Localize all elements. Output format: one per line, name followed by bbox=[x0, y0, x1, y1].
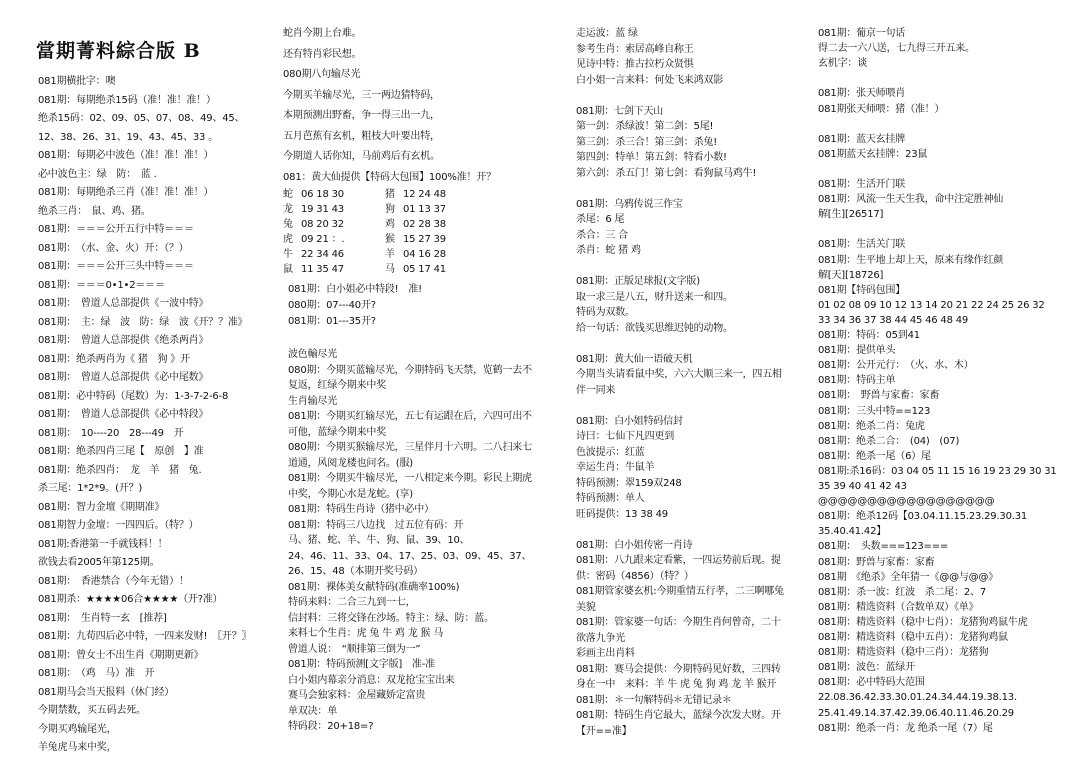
text-line: 080期：07---40开? bbox=[288, 300, 376, 311]
text-line: 狗 bbox=[385, 204, 395, 215]
text-line: 彩画主出肖料 bbox=[576, 648, 635, 659]
text-line: 02 28 38 bbox=[403, 219, 446, 230]
text-line: 081期：精选资料（合数单双）《单》 bbox=[818, 601, 979, 613]
text-line: 猴 bbox=[385, 234, 395, 245]
text-line: 蛇肖今期上台难。 bbox=[283, 28, 362, 39]
text-line: 24、46、11、33、04、17、25、03、09、45、37、 bbox=[288, 550, 532, 562]
text-line: 081期：提供单头 bbox=[818, 345, 896, 357]
text-line: 04 16 28 bbox=[403, 249, 446, 260]
text-line: 081期：乌鸦传说三作宝 bbox=[576, 198, 683, 210]
text-line: 08 20 32 bbox=[301, 219, 344, 230]
text-line: 今期当头请看鼠中奖，六六大顺三来一，四五相 bbox=[576, 369, 782, 380]
text-line: 单双决：单 bbox=[288, 705, 337, 717]
text-line: 特码来料：二合三九到一七， bbox=[288, 597, 416, 608]
text-line: 081期： 10----20 28---49 开 bbox=[38, 427, 184, 439]
text-line: 特码为双数。 bbox=[576, 307, 635, 318]
text-line: 可他，蓝绿今期来中奖 bbox=[288, 426, 386, 438]
text-line: 081期：白小姐特码信封 bbox=[576, 415, 683, 427]
text-line: 05 17 41 bbox=[403, 264, 446, 275]
text-line: 【开==准】 bbox=[576, 725, 632, 737]
text-line: 081期：白小姐传密一肖诗 bbox=[576, 539, 693, 551]
page-title: 當期菁料綜合版 B bbox=[36, 40, 201, 62]
text-line: 走运波：蓝 绿 bbox=[576, 28, 638, 39]
text-line: 081期：绝杀一肖：龙 绝杀一尾（7）尾 bbox=[818, 722, 993, 734]
text-line: 羊 bbox=[385, 249, 395, 260]
text-line: 五月芭蕉有玄机，粗枝大叶要出特， bbox=[283, 130, 440, 142]
text-line: 081期：三头中特==123 bbox=[818, 405, 931, 417]
text-line: 鸡 bbox=[385, 219, 395, 230]
text-line: 取一求三是八五，财升送来一和四。 bbox=[576, 291, 733, 303]
text-line: 兔 bbox=[283, 219, 293, 230]
text-line: 本期预测出野畜，争一得三出一九， bbox=[283, 110, 440, 121]
text-line: 081期：每期必中波色（准！准！准！） bbox=[38, 150, 214, 161]
text-line: 081期【特码包围】 bbox=[818, 284, 906, 296]
text-line: 081期：智力金壇《期期准》 bbox=[38, 501, 165, 513]
text-line: 081期：公开元行： （火、水、木） bbox=[818, 360, 974, 372]
text-line: 龙 bbox=[283, 204, 293, 215]
text-line: 081期： （水、金、火）开：（？） bbox=[38, 242, 189, 254]
text-line: 猪 bbox=[385, 189, 395, 200]
text-line: 081期：绝杀二肖：兔虎 bbox=[818, 420, 925, 432]
text-line: 虎 bbox=[283, 234, 293, 245]
text-line: 蛇 bbox=[283, 189, 293, 200]
text-line: 羊兔虎马来中奖， bbox=[38, 742, 117, 753]
text-line: 波色輸尽光 bbox=[288, 349, 337, 360]
text-line: 081期：葡京一句话 bbox=[818, 28, 906, 39]
text-line: 081期： 曾道人总部提供《一波中特》 bbox=[38, 298, 209, 309]
text-line: 081期：绝杀两肖为《 猪 狗 》开 bbox=[38, 353, 190, 365]
text-line: 081期杀：★★★★06合★★★★（开?准） bbox=[38, 594, 223, 605]
text-line: 35 39 40 41 42 43 bbox=[818, 481, 907, 492]
text-line: 081期：杀一波：红波 杀二尾：2、7 bbox=[818, 586, 987, 598]
text-line: 杀尾：6 尾 bbox=[576, 214, 625, 225]
text-line: 081期：今期买红输尽光，五七有运跟在后，六四可出不 bbox=[288, 411, 532, 422]
text-line: 玄机字：谈 bbox=[818, 58, 867, 70]
text-line: 伴一同来 bbox=[576, 384, 616, 396]
text-line: 081期： 香港禁合（今年无错）！ bbox=[38, 575, 189, 587]
text-line: 081期：特码预测[文字版] 准-准 bbox=[288, 659, 435, 670]
text-line: 081期张天师喂：猪（准！） bbox=[818, 103, 945, 115]
text-line: 11 35 47 bbox=[301, 264, 344, 275]
text-line: 081期：特码生肖它最大，蓝绿今次发大财。开 bbox=[576, 710, 781, 721]
text-line: 081期：＝＝＝公开三头中特＝＝＝ bbox=[38, 261, 194, 272]
text-line: 今期买羊输尽光，三一两边猜特码， bbox=[283, 89, 440, 101]
text-line: 081期：今期买牛输尽光，一八相定来今期。彩民上期虎 bbox=[288, 473, 532, 484]
text-line: 生肖输尽光 bbox=[288, 395, 337, 407]
text-line: 081期：01---35开? bbox=[288, 316, 376, 327]
text-line: 081期：蓝天玄挂牌 bbox=[818, 133, 906, 145]
text-line: 081期：特码：05到41 bbox=[818, 330, 920, 341]
text-line: 第一剑：杀绿波！第二剑：5尾! bbox=[576, 121, 714, 132]
text-line: 道通，风阅龙楼也问名。(服) bbox=[288, 457, 414, 469]
text-line: 081期：黄大仙一语破天机 bbox=[576, 353, 693, 365]
text-line: 081期管家婆玄机:今期重情五行孝，二三啊哪兔 bbox=[576, 586, 784, 597]
text-line: 还有特肖彩民想。 bbox=[283, 48, 362, 60]
text-line: 081期：赛马会提供：今期特码见好数，三四转 bbox=[576, 663, 781, 675]
text-line: 色波提示：红蓝 bbox=[576, 446, 645, 458]
text-line: 081期： 曾道人总部提供《绝杀两肖》 bbox=[38, 335, 209, 346]
text-line: 09 21 ：. bbox=[301, 234, 345, 245]
text-line: 白小姐内幕亲分消息：双龙抢宝宝出来 bbox=[288, 674, 455, 686]
text-line: 22.08.36.42.33.30.01.24.34.44.19.38.13. bbox=[818, 692, 1017, 704]
text-line: 特码预测：翠159双248 bbox=[576, 477, 682, 489]
text-line: 解[生][26517] bbox=[818, 209, 884, 221]
text-line: 081期 《绝杀》全年猜一《@@与@@》 bbox=[818, 571, 999, 583]
text-line: 第六剑：杀五门！第七剑：看狗鼠马鸡牛! bbox=[576, 167, 757, 179]
text-line: 杀合：三 合 bbox=[576, 229, 628, 241]
text-line: 来料七个生肖：虎 兔 牛 鸡 龙 猴 马 bbox=[288, 628, 444, 639]
text-line: 081期：正版足球报(文字版) bbox=[576, 276, 700, 287]
text-line: 081：黄大仙提供【特码大包围】100%准！开？ bbox=[283, 171, 496, 183]
text-line: 081期：生活关门联 bbox=[818, 239, 906, 251]
text-line: 绝杀15码：02、09、05、07、08、49、45、 bbox=[38, 113, 245, 124]
text-line: 杀三尾：1*2*9。(开？) bbox=[38, 483, 143, 494]
text-line: 081期:香港第一手就钱料！！ bbox=[38, 538, 168, 550]
text-line: 081期蓝天玄挂牌：23鼠 bbox=[818, 148, 928, 160]
text-line: 081期：七剑下天山 bbox=[576, 105, 664, 117]
text-line: 特码段：20+18=? bbox=[288, 721, 374, 732]
text-line: 06 18 30 bbox=[301, 189, 344, 200]
text-line: 今期买鸡输尾光， bbox=[38, 723, 117, 735]
text-line: 081期： 头数===123=== bbox=[818, 541, 949, 553]
text-line: 诗曰：七仙下凡四更到 bbox=[576, 431, 674, 442]
text-line: 081期：＝＝＝公开五行中特＝＝＝ bbox=[38, 224, 194, 235]
text-line: 081期：张天师喂肖 bbox=[818, 88, 906, 100]
text-line: 曾道人说： “顺排第三倒为一” bbox=[288, 643, 421, 655]
text-line: 马、猪、蛇、羊、牛、狗、鼠、39、10、 bbox=[288, 535, 470, 546]
text-line: 第四剑：特单！第五剑：特看小数! bbox=[576, 152, 727, 163]
text-line: 081期： 野兽与家畜：家畜 bbox=[818, 390, 940, 402]
text-line: 081期：波色：蓝绿开 bbox=[818, 662, 915, 674]
text-line: 081期：每期绝杀三肖（准！准！准！） bbox=[38, 187, 214, 198]
text-line: 01 02 08 09 10 12 13 14 20 21 22 24 25 26 32 bbox=[818, 299, 1045, 311]
text-line: 081期：白小姐必中特段! 准! bbox=[288, 284, 422, 295]
text-line: 得二去一六八送，七九得三开五来。 bbox=[818, 43, 975, 55]
text-line: 特码预测：单人 bbox=[576, 493, 645, 504]
text-line: 081期：＝＝＝0•1•2＝＝＝ bbox=[38, 279, 165, 291]
text-line: 必中波色主：绿 防： 蓝 . bbox=[38, 168, 157, 180]
text-line: 26、15、48（本期开奖号码） bbox=[288, 566, 423, 577]
text-line: 081期：曾女士不出生肖《期期更新》 bbox=[38, 649, 204, 661]
text-line: 081期：管家婆一句话：今期生肖何曾奇，二十 bbox=[576, 617, 781, 628]
text-line: 081期：每期绝杀15码（准！准！准！） bbox=[38, 94, 216, 106]
text-line: 081期:杀16码：03 04 05 11 15 16 19 23 29 30 31 bbox=[818, 465, 1057, 477]
text-line: 美貌 bbox=[576, 601, 596, 613]
text-line: 081期横批字：噢 bbox=[38, 76, 116, 87]
text-line: 081期： 生肖特一玄 [推荐] bbox=[38, 612, 167, 624]
text-line: 080期：今期买猴输尽光，三星伴月十六明。二八扫来七 bbox=[288, 442, 532, 453]
text-line: 身在一中 来料：羊 牛 虎 兔 狗 鸡 龙 羊 猴开 bbox=[576, 679, 777, 690]
text-line: 第三剑：杀三合！第三剑：杀兔! bbox=[576, 136, 718, 148]
text-line: 旺码提供：13 38 49 bbox=[576, 508, 668, 520]
text-line: 01 13 37 bbox=[403, 204, 446, 215]
text-line: 081期： 主：绿 波 防：绿 波《开？？准》 bbox=[38, 316, 248, 328]
text-line: 081期：野兽与家畜：家畜 bbox=[818, 556, 935, 568]
text-line: 081期：风流一生天生我，命中注定胜神仙 bbox=[818, 194, 1004, 206]
text-line: 081期：必中特码（尾数）为：1-3-7-2-6-8 bbox=[38, 390, 229, 402]
text-line: 35.40.41.42】 bbox=[818, 526, 887, 538]
text-line: 081期马会当天报料（休门经） bbox=[38, 686, 175, 698]
text-line: 33 34 36 37 38 44 45 46 48 49 bbox=[818, 314, 969, 326]
text-line: 22 34 46 bbox=[301, 249, 344, 260]
text-line: 081期：精选资料（稳中五肖）：龙猪狗鸡鼠 bbox=[818, 632, 1008, 643]
text-line: 鼠 bbox=[283, 264, 293, 275]
text-line: 解[天][18726] bbox=[818, 269, 884, 281]
text-line: 081期：绝杀一尾（6）尾 bbox=[818, 450, 931, 462]
text-line: 081期：裸体美女献特码(准确率100%) bbox=[288, 581, 460, 593]
text-line: 081期： 曾道人总部提供《必中尾数》 bbox=[38, 372, 209, 383]
text-line: 见诗中特：推古拉朽众贤惧 bbox=[576, 59, 694, 70]
text-line: 马 bbox=[385, 264, 395, 275]
text-line: 参考生肖：索居高峰自称王 bbox=[576, 43, 694, 55]
text-line: 牛 bbox=[283, 249, 293, 260]
text-line: 绝杀三肖： 鼠、鸡、猪。 bbox=[38, 205, 151, 217]
text-line: 081期：精选资料（稳中七肖）：龙猪狗鸡鼠牛虎 bbox=[818, 616, 1028, 628]
text-line: 080期：今期买蓝输尽光，今期特码飞天禁，览鹤一去不 bbox=[288, 364, 532, 376]
text-line: 081期：生平地上却上天，原来有缘作红颜 bbox=[818, 254, 1004, 266]
text-line: 给一句话：欲钱买思维迟钝的动物。 bbox=[576, 322, 733, 334]
text-line: 复返，红绿今期来中奖 bbox=[288, 380, 386, 391]
text-line: @@@@@@@@@@@@@@@@@@ bbox=[818, 496, 995, 508]
text-line: 今期禁数，买五码去死。 bbox=[38, 705, 146, 716]
text-line: 081期：绝杀12码【03.04.11.15.23.29.30.31 bbox=[818, 511, 1028, 523]
text-line: 081期智力金壇：一四四后。（特？） bbox=[38, 520, 199, 531]
text-line: 幸运生肖：牛鼠羊 bbox=[576, 462, 655, 473]
text-line: 081期：绝杀四肖： 龙 羊 猪 兔. bbox=[38, 464, 202, 476]
text-line: 19 31 43 bbox=[301, 204, 344, 215]
text-line: 081期：绝杀四肖三尾【 原创 】准 bbox=[38, 446, 204, 457]
text-line: 赛马会独家料：金屋藏娇定富贵 bbox=[288, 690, 426, 701]
text-line: 供：密码（4856）（特？） bbox=[576, 570, 694, 582]
text-line: 欲钱去看2005年第125期。 bbox=[38, 557, 160, 568]
text-line: 081期：特码三八边找 过五位有码：开 bbox=[288, 519, 464, 531]
text-line: 今期道人话你知，马前鸡后有玄机。 bbox=[283, 151, 440, 162]
text-line: 杀肖：蛇 猪 鸡 bbox=[576, 245, 641, 256]
text-line: 081期： 曾道人总部提供《必中特段》 bbox=[38, 409, 209, 420]
text-line: 25.41.49.14.37.42.39.06.40.11.46.20.29 bbox=[818, 707, 1014, 719]
text-line: 081期：八九跟来定看紫，一四运势前后现。提 bbox=[576, 555, 781, 566]
text-line: 信封料：三将交锋在沙场。特主：绿、防：蓝。 bbox=[288, 612, 494, 624]
text-line: 欲落九争光 bbox=[576, 632, 625, 644]
text-line: 081期： （鸡 马）准 开 bbox=[38, 668, 155, 679]
text-line: 081期：精选资料（稳中三肖）：龙猪狗 bbox=[818, 647, 989, 659]
text-line: 12、38、26、31、19、43、45、33 。 bbox=[38, 131, 218, 143]
text-line: 081期：生活开门联 bbox=[818, 179, 906, 190]
text-line: 中奖，今期心水是龙蛇。(享) bbox=[288, 488, 414, 500]
text-line: 15 27 39 bbox=[403, 234, 446, 245]
text-line: 081期：绝杀二合： (04) (07) bbox=[818, 435, 960, 447]
text-line: 白小姐一言来料：何处飞来鸿双影 bbox=[576, 74, 723, 86]
text-line: 12 24 48 bbox=[403, 189, 446, 200]
text-line: 080期八句输尽光 bbox=[283, 69, 361, 80]
text-line: 081期：必中特码大范围 bbox=[818, 677, 925, 689]
text-line: 081期：＊一句解特码＊无错记录＊ bbox=[576, 694, 732, 706]
text-line: 081期：特码生肖诗（猪中必中） bbox=[288, 504, 434, 515]
text-line: 081期：特码主单 bbox=[818, 375, 896, 387]
text-line: 081期：九荀四后必中特，一四来发财! 〖开？〗 bbox=[38, 631, 252, 642]
